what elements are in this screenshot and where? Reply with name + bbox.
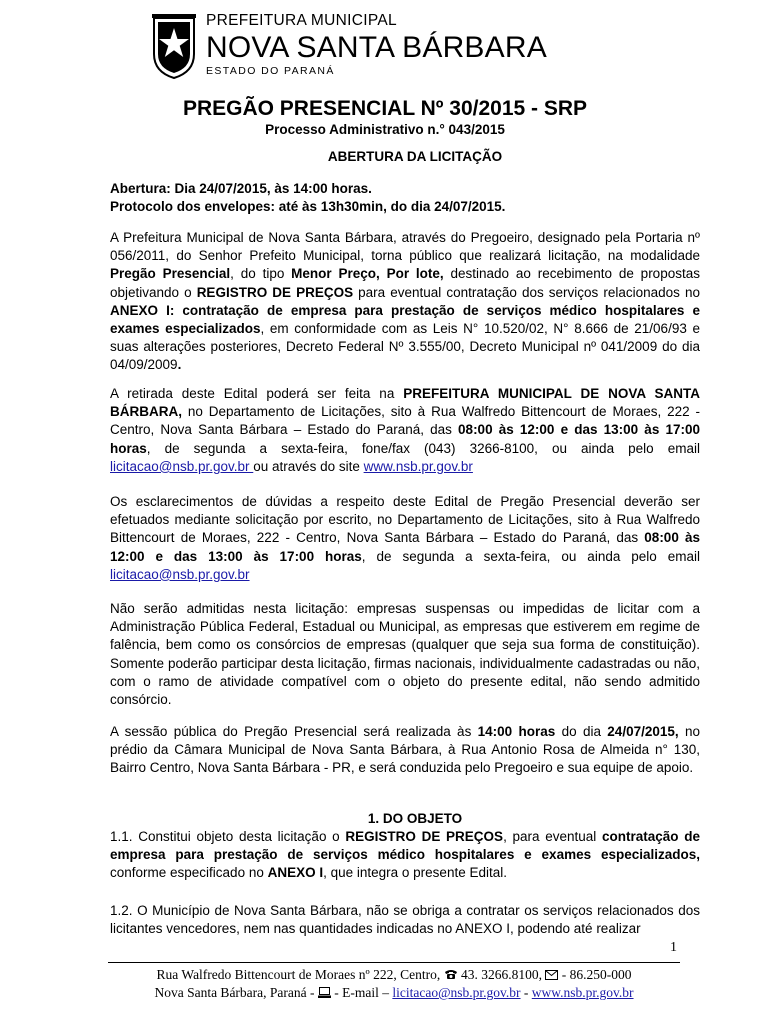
paragraph-intro: A Prefeitura Municipal de Nova Santa Bárbara, através do Pregoeiro, designado pela Portaria nº 056/2011, do Senhor Prefeito Municipal, torna público que realizará licitação, na modalidade Pregão Presencial, do tipo Menor Preço, Por lote, destinado ao recebimento de propostas objetivando o REGISTRO DE PREÇOS para eventual contratação dos serviços relacionados no ANEXO I: contratação de empresa para prestação de serviços médico hospitalares e exames especializados, em conformidade com as Leis N° 10.520/02, N° 8.666 de 21/06/93 e suas alterações posteriores, Decreto Federal Nº 3.555/00, Decreto Municipal nº 041/2009 do dia 04/09/2009. — [110, 230, 700, 373]
municipal-seal-icon — [150, 14, 198, 80]
footer-website-link[interactable]: www.nsb.pr.gov.br — [531, 985, 634, 1000]
header-city-name: NOVA SANTA BÁRBARA — [206, 31, 547, 64]
footer-address-line: Rua Walfredo Bittencourt de Moraes nº 222, Centro, 43. 3266.8100, - 86.250-000 — [108, 966, 680, 985]
opening-line: Abertura: Dia 24/07/2015, às 14:00 horas. — [110, 181, 372, 196]
document-subtitle: Processo Administrativo n.° 043/2015 — [265, 122, 505, 137]
page-number: 1 — [670, 940, 677, 955]
section-1-heading: 1. DO OBJETO — [367, 811, 463, 826]
envelope-icon — [545, 967, 558, 985]
footer-divider — [108, 962, 680, 963]
opening-info — [110, 180, 700, 216]
header-state: ESTADO DO PARANÁ — [206, 65, 335, 77]
clause-1-2: 1.2. O Município de Nova Santa Bárbara, não se obriga a contratar os serviços relacionados dos licitantes vencedores, nem nas quantidades indicadas no ANEXO I, podendo até realizar — [110, 903, 700, 937]
paragraph-clarifications: Os esclarecimentos de dúvidas a respeito deste Edital de Pregão Presencial deverão ser efetuados mediante solicitação por escrito, no Departamento de Licitações, sito à Rua Walfredo Bittencourt de Moraes, 222 - Centro, Nova Santa Bárbara – Estado do Paraná, das 08:00 às 12:00 e das 13:00 às 17:00 horas, de segunda a sexta-feira, ou ainda pelo email licitacao@nsb.pr.gov.br — [110, 494, 701, 582]
website-link[interactable]: www.nsb.pr.gov.br — [363, 458, 473, 474]
paragraph-public-session: A sessão pública do Pregão Presencial será realizada às 14:00 horas do dia 24/07/2015, no prédio da Câmara Municipal de Nova Santa Bárbara, à Rua Antonio Rosa de Almeida n° 130, Bairro Centro, Nova Santa Bárbara - PR, e será conduzida pelo Pregoeiro e sua equipe de apoio. — [110, 724, 700, 776]
paragraph-edital-retrieval: A retirada deste Edital poderá ser feita na PREFEITURA MUNICIPAL DE NOVA SANTA BÁRBARA, no Departamento de Licitações, sito à Rua Walfredo Bittencourt de Moraes, 222 - Centro, Nova Santa Bárbara – Estado do Paraná, das 08:00 às 12:00 e das 13:00 às 17:00 horas, de segunda a sexta-feira, fone/fax (043) 3266-8100, ou ainda pelo email licitacao@nsb.pr.gov.br ou através do site www.nsb.pr.gov.br — [110, 386, 701, 474]
opening-heading: ABERTURA DA LICITAÇÃO — [327, 149, 503, 164]
letterhead — [150, 12, 610, 86]
document-title: PREGÃO PRESENCIAL Nº 30/2015 - SRP — [182, 97, 588, 120]
computer-icon — [318, 985, 331, 1003]
footer-email-link[interactable]: licitacao@nsb.pr.gov.br — [392, 985, 521, 1000]
email-link[interactable]: licitacao@nsb.pr.gov.br — [110, 566, 250, 582]
protocol-line: Protocolo dos envelopes: até às 13h30min, do dia 24/07/2015. — [110, 199, 506, 215]
paragraph-restrictions: Não serão admitidas nesta licitação: empresas suspensas ou impedidas de licitar com a Administração Pública Federal, Estadual ou Municipal, as empresas que estiverem em regime de falência, bem como os consórcios de empresas (qualquer que seja sua forma de constituição). Somente poderão participar desta licitação, firmas nacionais, individualmente cadastradas ou não, com o ramo de atividade compatível com o objeto do presente edital, não sendo admitido consórcio. — [110, 601, 700, 708]
header-prefeitura: PREFEITURA MUNICIPAL — [206, 12, 397, 29]
clause-1-1: 1.1. Constitui objeto desta licitação o REGISTRO DE PREÇOS, para eventual contratação de empresa para prestação de serviços médico hospitalares e exames especializados, conforme especificado no ANEXO I, que integra o presente Edital. — [110, 829, 700, 881]
telephone-icon — [444, 967, 458, 985]
footer-contact-line: Nova Santa Bárbara, Paraná - - E-mail – licitacao@nsb.pr.gov.br - www.nsb.pr.gov.br — [108, 984, 680, 1003]
email-link[interactable]: licitacao@nsb.pr.gov.br — [110, 458, 254, 474]
